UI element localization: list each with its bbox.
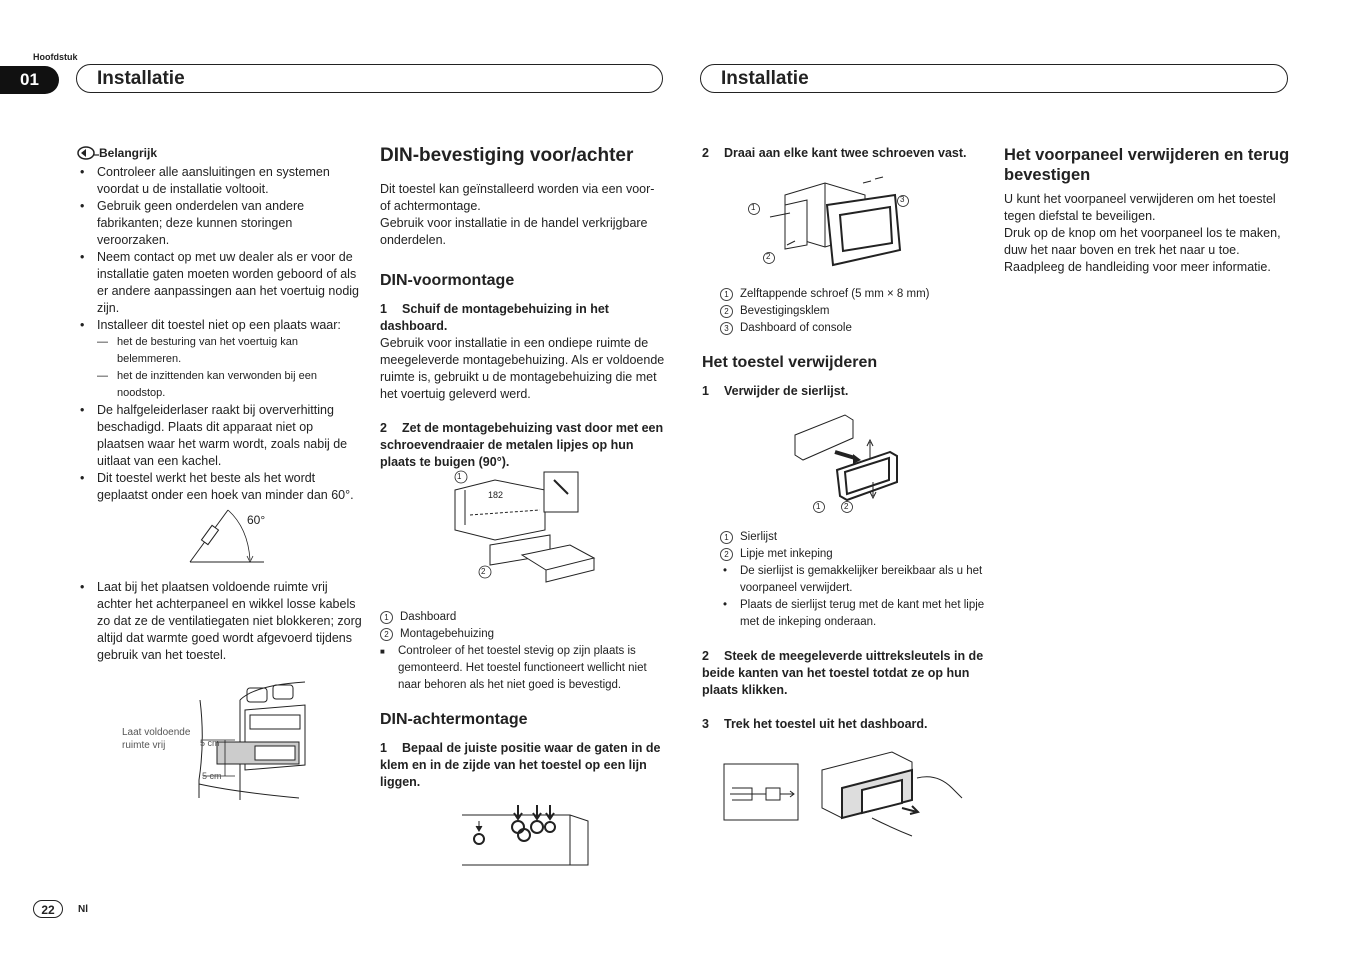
din-mount-title: DIN-bevestiging voor/achter — [380, 145, 634, 166]
caption-item: 2 Montagebehuizing — [380, 626, 665, 643]
front-panel-p1: U kunt het voorpaneel verwijderen om het toestel tegen diefstal te beveiligen. — [1004, 192, 1276, 223]
front-panel-p3: Raadpleeg de handleiding voor meer informatie. — [1004, 260, 1271, 274]
din-rear-title: DIN-achtermontage — [380, 711, 528, 728]
list-item: • De sierlijst is gemakkelijker bereikbaar als u het voorpaneel verwijdert. — [720, 563, 985, 597]
din-front-title: DIN-voormontage — [380, 272, 515, 289]
rear-step-1: 1 Bepaal de juiste positie waar de gaten in de klem en in de zijde van het toestel op een lijn liggen. — [380, 741, 661, 789]
space-label: Laat voldoende ruimte vrij — [122, 727, 191, 751]
caption-item: 2 Bevestigingsklem — [720, 303, 1005, 320]
section-title-right: Installatie — [700, 64, 1288, 93]
list-item: • De halfgeleiderlaser raakt bij oververhitting beschadigd. Plaats dit apparaat niet op plaatsen waar het warm wordt, zoals nabij de uitlaat van een kachel. — [77, 402, 362, 470]
column-3 — [702, 145, 987, 162]
fig-marker: 1 — [816, 502, 821, 511]
chapter-label: Hoofdstuk — [33, 52, 78, 62]
fig-marker: 2 — [766, 252, 771, 261]
chapter-number: 01 — [0, 66, 59, 94]
column-2-captions — [380, 609, 665, 791]
column-1 — [77, 145, 362, 504]
space-dim-top: 5 cm — [200, 738, 220, 748]
page-number: 22 — [33, 900, 63, 918]
remove-step-2: 2 Steek de meegeleverde uittreksleutels in de beide kanten van het toestel totdat ze op hun plaats klikken. — [702, 649, 984, 697]
fig-marker: 2 — [481, 567, 486, 576]
din-intro-2: Gebruik voor installatie in de handel verkrijgbare onderdelen. — [380, 216, 648, 247]
front-step-2: 2 Zet de montagebehuizing vast door met een schroevendraaier de metalen lipjes op hun plaats te buigen (90°). — [380, 421, 664, 469]
list-item: • Plaats de sierlijst terug met de kant met het lipje met de inkeping onderaan. — [720, 597, 985, 631]
front-step-1-text: Gebruik voor installatie in een ondiepe ruimte de meegeleverde montagebehuizing. Als er voldoende ruimte is, gebruikt u de montagebehuizing die met het voertuig geleverd werd. — [380, 336, 665, 401]
pull-out-figure — [722, 748, 967, 843]
angle-label: 60° — [247, 513, 266, 527]
caption-item: 1 Dashboard — [380, 609, 665, 626]
remove-step-3: 3 Trek het toestel uit het dashboard. — [702, 717, 928, 731]
column-4 — [1004, 145, 1294, 276]
section-title-left: Installatie — [76, 64, 663, 93]
caption-item: 2 Lipje met inkeping — [720, 546, 985, 563]
trim-ring-figure — [785, 410, 905, 515]
caption-item: 1 Sierlijst — [720, 529, 985, 546]
column-3-remove — [702, 353, 987, 400]
space-dim-bottom: 5 cm — [202, 771, 222, 781]
fig-marker: 2 — [844, 502, 849, 511]
fig-marker: 1 — [457, 472, 462, 481]
column-1-bottom — [77, 579, 362, 664]
column-3-steps — [702, 648, 987, 733]
list-item: • Installeer dit toestel niet op een plaats waar: — het de besturing van het voertuig kan belemmeren. — het de inzittenden kan verwonden bij een noodstop. — [77, 317, 362, 402]
fig-marker: 3 — [900, 195, 905, 204]
list-item: • Neem contact op met uw dealer als er voor de installatie gaten moeten worden geboord of als er andere aanpassingen aan het voertuig nodig zijn. — [77, 249, 362, 317]
column-3-remove-captions — [720, 529, 985, 631]
list-item: • Laat bij het plaatsen voldoende ruimte vrij achter het achterpaneel en wikkel losse kabels zo dat ze de ventilatiegaten niet blokkeren; zorg altijd dat warmte goed wordt afgevoerd tijdens gebruik van het toestel. — [77, 579, 362, 664]
important-icon — [77, 146, 99, 160]
caption-item: 1 Zelftappende schroef (5 mm × 8 mm) — [720, 286, 1005, 303]
front-panel-p2: Druk op de knop om het voorpaneel los te maken, duw het naar boven en trek het naar u toe. — [1004, 226, 1281, 257]
remove-title: Het toestel verwijderen — [702, 354, 878, 371]
rear-mount-figure — [460, 803, 590, 868]
sub-list-item: — het de besturing van het voertuig kan belemmeren. — [97, 334, 362, 368]
front-step-1: 1 Schuif de montagebehuizing in het dashboard. — [380, 302, 609, 333]
step-2-screws: 2 Draai aan elke kant twee schroeven vast. — [702, 146, 967, 160]
important-list — [77, 164, 362, 504]
list-item: • Controleer alle aansluitingen en systemen voordat u de installatie voltooit. — [77, 164, 362, 198]
fig-marker: 1 — [751, 203, 756, 212]
language-code: Nl — [78, 904, 88, 915]
important-heading — [77, 145, 362, 162]
important-label: Belangrijk — [99, 146, 158, 160]
caption-item: 3 Dashboard of console — [720, 320, 1005, 337]
column-3-captions — [720, 286, 1005, 337]
sub-list-item: — het de inzittenden kan verwonden bij een noodstop. — [97, 368, 362, 402]
fig-dimension: 182 — [488, 490, 504, 500]
front-panel-title: Het voorpaneel verwijderen en terug bevestigen — [1004, 146, 1290, 184]
front-mount-figure — [450, 470, 590, 590]
angle-figure — [188, 498, 268, 564]
remove-step-1: 1 Verwijder de sierlijst. — [702, 384, 849, 398]
list-item: • Gebruik geen onderdelen van andere fabrikanten; deze kunnen storingen veroorzaken. — [77, 198, 362, 249]
list-item: • Dit toestel werkt het beste als het wordt geplaatst onder een hoek van minder dan 60°. — [77, 470, 362, 504]
note-item: ■ Controleer of het toestel stevig op zijn plaats is gemonteerd. Het toestel functioneert wellicht niet naar behoren als het niet goed is bevestigd. — [380, 643, 665, 694]
column-2 — [380, 145, 665, 471]
din-intro: Dit toestel kan geïnstalleerd worden via een voor- of achtermontage. — [380, 182, 655, 213]
